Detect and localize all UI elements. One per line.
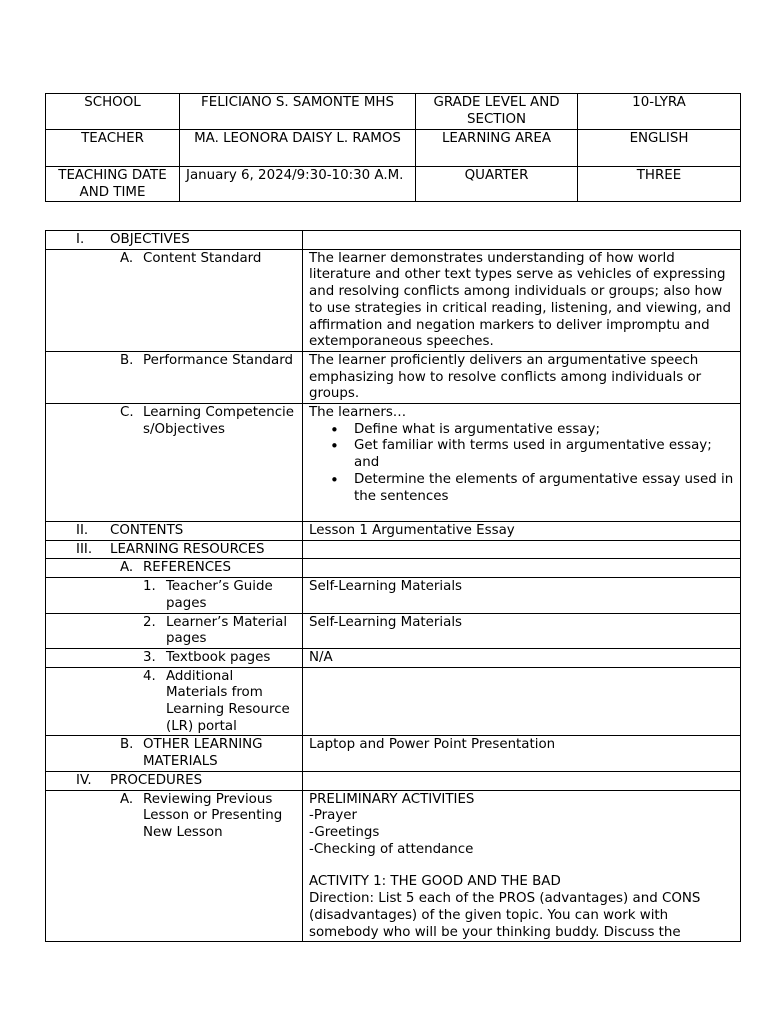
competencies-value [303, 404, 741, 522]
learning-resources-heading: III. LEARNING RESOURCES [46, 540, 303, 559]
contents-heading: II. CONTENTS [46, 522, 303, 541]
grade-label: GRADE LEVEL AND SECTION [416, 94, 578, 130]
row-competencies [46, 404, 741, 522]
teachers-guide-value: Self-Learning Materials [303, 578, 741, 613]
additional-materials-value [303, 667, 741, 736]
teacher-label: TEACHER [46, 130, 180, 167]
competencies-list [309, 422, 734, 506]
row-learning-resources [46, 540, 741, 559]
preliminary-heading: PRELIMINARY ACTIVITIES [309, 791, 475, 807]
row-other-materials [46, 736, 741, 771]
row-references [46, 559, 741, 578]
content-standard-label: A. Content Standard [46, 249, 303, 351]
date-value: January 6, 2024/9:30-10:30 A.M. [180, 167, 416, 202]
header-row-teacher [46, 130, 741, 167]
performance-standard-label: B. Performance Standard [46, 351, 303, 403]
row-textbook-pages [46, 648, 741, 667]
activity-text: Direction: List 5 each of the PROS (advantages) and CONS (disadvantages) of the given topic. You can work with somebody who will be your thinking buddy. Discuss the [309, 891, 701, 940]
competencies-label: C. Learning Competencies/Objectives [46, 404, 303, 522]
area-value: ENGLISH [578, 130, 741, 167]
content-standard-value: The learner demonstrates understanding of how world literature and other text types serve as vehicles of expressing and resolving conflicts among individuals or groups; also how to use strategies in critical reading, listening, and viewing, and affirmation and negation markers to deliver impromptu and extemporaneous speeches. [303, 249, 741, 351]
row-procedures [46, 771, 741, 790]
row-performance-standard [46, 351, 741, 403]
textbook-pages-value: N/A [303, 648, 741, 667]
header-row-date [46, 167, 741, 202]
header-row-school [46, 94, 741, 130]
preliminary-item: -Greetings [309, 824, 380, 840]
learners-material-label: 2. Learner’s Material pages [46, 613, 303, 648]
procedures-heading: IV. PROCEDURES [46, 771, 303, 790]
school-value: FELICIANO S. SAMONTE MHS [180, 94, 416, 130]
school-label: SCHOOL [46, 94, 180, 130]
row-teachers-guide [46, 578, 741, 613]
row-learners-material [46, 613, 741, 648]
quarter-value: THREE [578, 167, 741, 202]
learners-material-value: Self-Learning Materials [303, 613, 741, 648]
grade-value: 10-LYRA [578, 94, 741, 130]
row-contents [46, 522, 741, 541]
competencies-intro: The learners… [309, 405, 407, 421]
list-item: • Get familiar with terms used in argumentative essay; and [354, 438, 734, 471]
objectives-heading: I. OBJECTIVES [46, 231, 303, 250]
activity-title: ACTIVITY 1: THE GOOD AND THE BAD [309, 874, 561, 890]
other-materials-label: B. OTHER LEARNING MATERIALS [46, 736, 303, 771]
preliminary-item: -Prayer [309, 808, 358, 824]
additional-materials-label: 4. Additional Materials from Learning Resource (LR) portal [46, 667, 303, 736]
teacher-value: MA. LEONORA DAISY L. RAMOS [180, 130, 416, 167]
date-label: TEACHING DATE AND TIME [46, 167, 180, 202]
quarter-label: QUARTER [416, 167, 578, 202]
other-materials-value: Laptop and Power Point Presentation [303, 736, 741, 771]
list-item: • Define what is argumentative essay; [354, 422, 734, 439]
preliminary-item: -Checking of attendance [309, 841, 474, 857]
performance-standard-value: The learner proficiently delivers an argumentative speech emphasizing how to resolve conflicts among individuals or groups. [303, 351, 741, 403]
contents-value: Lesson 1 Argumentative Essay [303, 522, 741, 541]
row-objectives [46, 231, 741, 250]
lesson-plan-table [45, 230, 741, 942]
area-label: LEARNING AREA [416, 130, 578, 167]
references-label: A. REFERENCES [46, 559, 303, 578]
list-item: • Determine the elements of argumentative essay used in the sentences [354, 472, 734, 505]
row-reviewing [46, 790, 741, 942]
teachers-guide-label: 1. Teacher’s Guide pages [46, 578, 303, 613]
header-table [45, 93, 741, 202]
row-content-standard [46, 249, 741, 351]
reviewing-label: A. Reviewing Previous Lesson or Presenting New Lesson [46, 790, 303, 942]
textbook-pages-label: 3. Textbook pages [46, 648, 303, 667]
row-additional-materials [46, 667, 741, 736]
reviewing-value [303, 790, 741, 942]
